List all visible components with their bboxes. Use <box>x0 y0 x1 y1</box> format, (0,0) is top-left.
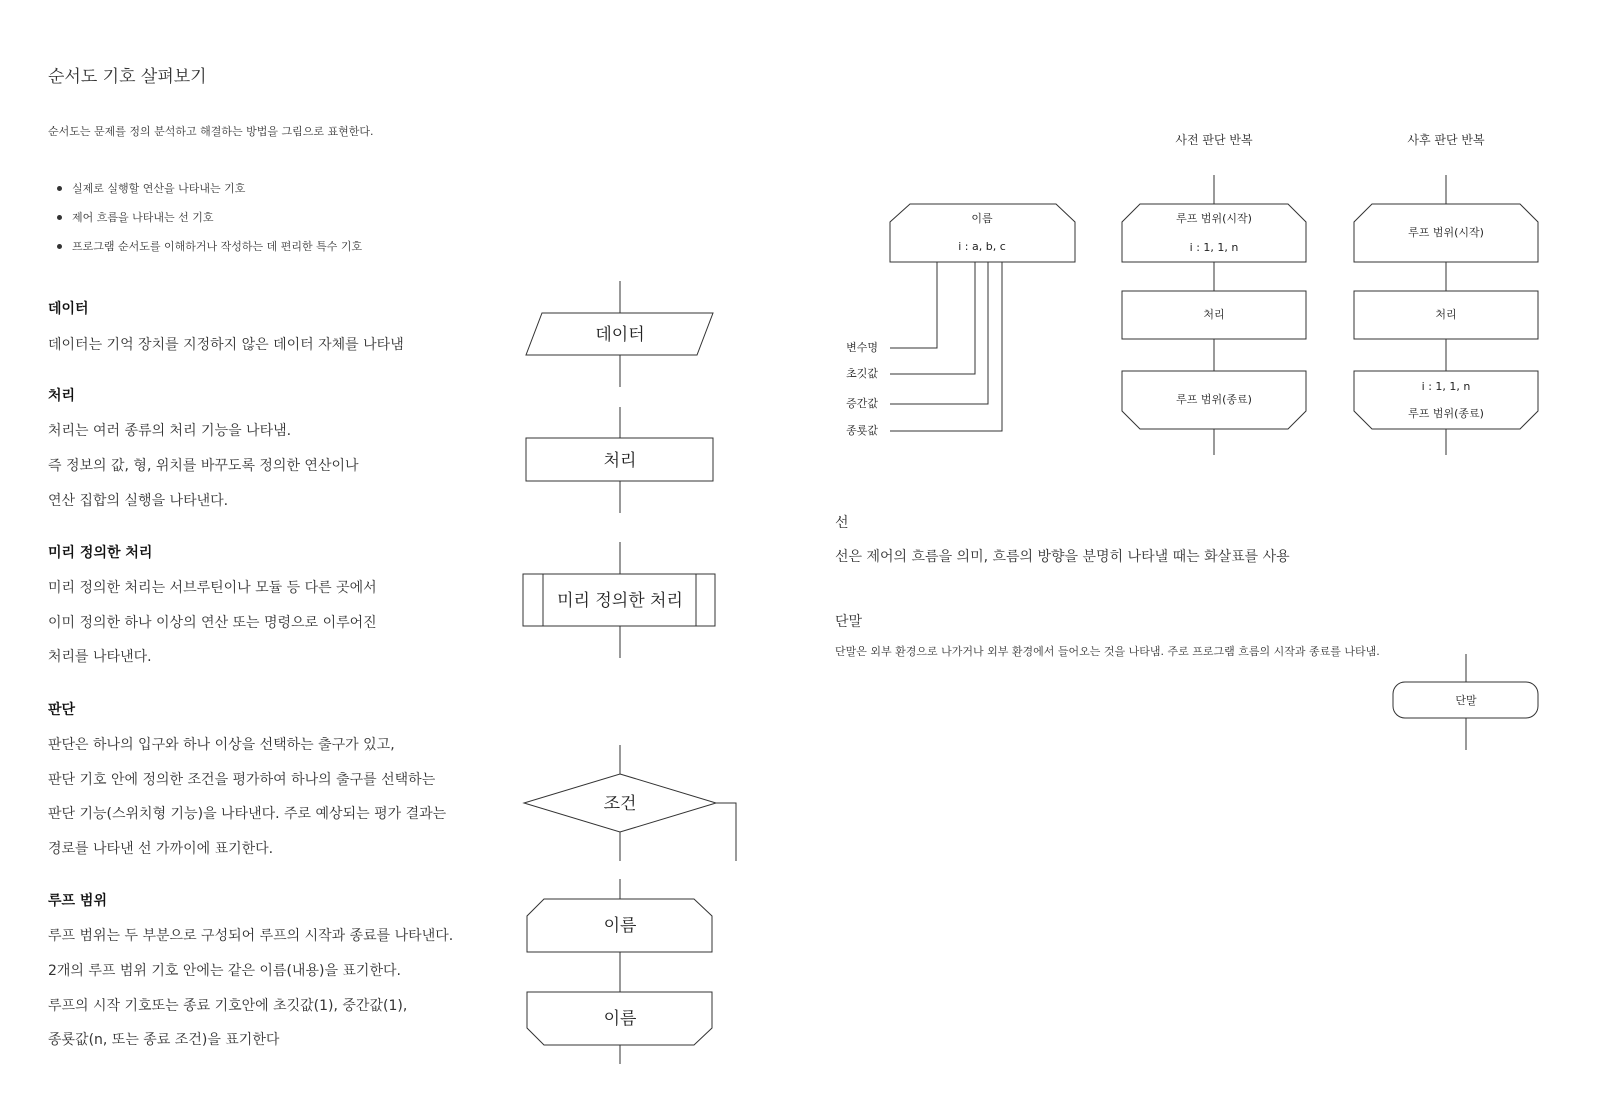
param-label: 초깃값 <box>846 367 878 380</box>
section-text: 경로를 나타낸 선 가까이에 표기한다. <box>48 841 274 857</box>
bullet-item: 제어 흐름을 나타내는 선 기호 <box>60 209 214 225</box>
section-text: 루프 범위는 두 부분으로 구성되어 루프의 시작과 종료를 나타낸다. <box>48 928 454 944</box>
section-text: 데이터는 기억 장치를 지정하지 않은 데이터 자체를 나타냄 <box>48 337 404 353</box>
param-pointer-line <box>890 262 1002 431</box>
loop-param-values: i : a, b, c <box>958 240 1006 253</box>
flow-line <box>716 803 736 861</box>
bullet-item: 프로그램 순서도를 이해하거나 작성하는 데 편리한 특수 기호 <box>60 238 362 254</box>
param-pointer-line <box>890 262 975 374</box>
param-label: 종룟값 <box>846 424 878 437</box>
section-text: 이미 정의한 하나 이상의 연산 또는 명령으로 이루어진 <box>48 615 377 631</box>
section-heading-line: 선 <box>835 515 849 531</box>
loop-param-name: 이름 <box>971 212 993 225</box>
pre-test-start-params: i : 1, 1, n <box>1189 241 1239 254</box>
section-text: 처리를 나타낸다. <box>48 649 152 665</box>
loop-end-label: 이름 <box>603 1009 637 1029</box>
predefined-symbol-label: 미리 정의한 처리 <box>557 591 683 611</box>
pre-test-title: 사전 판단 반복 <box>1175 133 1253 147</box>
section-heading-terminal: 단말 <box>835 614 863 630</box>
section-text: 판단은 하나의 입구와 하나 이상을 선택하는 출구가 있고, <box>48 737 395 753</box>
param-label: 변수명 <box>846 341 878 354</box>
pre-test-process: 처리 <box>1203 308 1225 321</box>
section-heading-loop: 루프 범위 <box>48 893 107 909</box>
intro-text: 순서도는 문제를 정의 분석하고 해결하는 방법을 그림으로 표현한다. <box>48 125 374 138</box>
param-label: 증간값 <box>846 397 878 410</box>
post-test-process: 처리 <box>1435 308 1457 321</box>
decision-symbol-label: 조건 <box>603 794 637 814</box>
page-title: 순서도 기호 살펴보기 <box>48 67 207 87</box>
section-text: 즉 정보의 값, 형, 위치를 바꾸도록 정의한 연산이나 <box>48 458 359 474</box>
section-heading-predefined: 미리 정의한 처리 <box>48 545 153 561</box>
param-pointer-line <box>890 262 988 404</box>
data-symbol-label: 데이터 <box>595 325 645 345</box>
section-text: 처리는 여러 종류의 처리 기능을 나타냄. <box>48 423 292 439</box>
section-text: 연산 집합의 실행을 나타낸다. <box>48 493 229 509</box>
terminal-symbol-label: 단말 <box>1455 694 1477 707</box>
pre-test-start-label: 루프 범위(시작) <box>1176 212 1252 225</box>
post-test-end-params: i : 1, 1, n <box>1421 380 1471 393</box>
post-test-start-label: 루프 범위(시작) <box>1408 226 1484 239</box>
loop-start-label: 이름 <box>603 916 637 936</box>
process-symbol-label: 처리 <box>603 451 637 471</box>
section-heading-decision: 판단 <box>48 702 76 718</box>
section-heading-data: 데이터 <box>48 301 89 317</box>
param-pointer-line <box>890 262 937 348</box>
section-text: 판단 기능(스위치형 기능)을 나타낸다. 주로 예상되는 평가 결과는 <box>48 806 447 822</box>
post-test-title: 사후 판단 반복 <box>1407 133 1485 147</box>
pre-test-end-label: 루프 범위(종료) <box>1176 393 1252 406</box>
post-test-end-label: 루프 범위(종료) <box>1408 407 1484 420</box>
section-heading-process: 처리 <box>48 388 76 404</box>
section-text: 미리 정의한 처리는 서브루틴이나 모듈 등 다른 곳에서 <box>48 580 377 596</box>
section-text: 루프의 시작 기호또는 종료 기호안에 초깃값(1), 중간값(1), <box>48 998 408 1014</box>
section-text: 선은 제어의 흐름을 의미, 흐름의 방향을 분명히 나타낼 때는 화살표를 사용 <box>835 549 1290 565</box>
section-text: 종룟값(n, 또는 종료 조건)을 표기한다 <box>48 1032 280 1048</box>
section-text: 2개의 루프 범위 기호 안에는 같은 이름(내용)을 표기한다. <box>48 963 401 979</box>
section-text: 판단 기호 안에 정의한 조건을 평가하여 하나의 출구를 선택하는 <box>48 772 436 788</box>
section-text: 단말은 외부 환경으로 나가거나 외부 환경에서 들어오는 것을 나타냄. 주로 프로그램 흐름의 시작과 종료를 나타냄. <box>835 645 1380 658</box>
bullet-item: 실제로 실행할 연산을 나타내는 기호 <box>60 180 245 196</box>
